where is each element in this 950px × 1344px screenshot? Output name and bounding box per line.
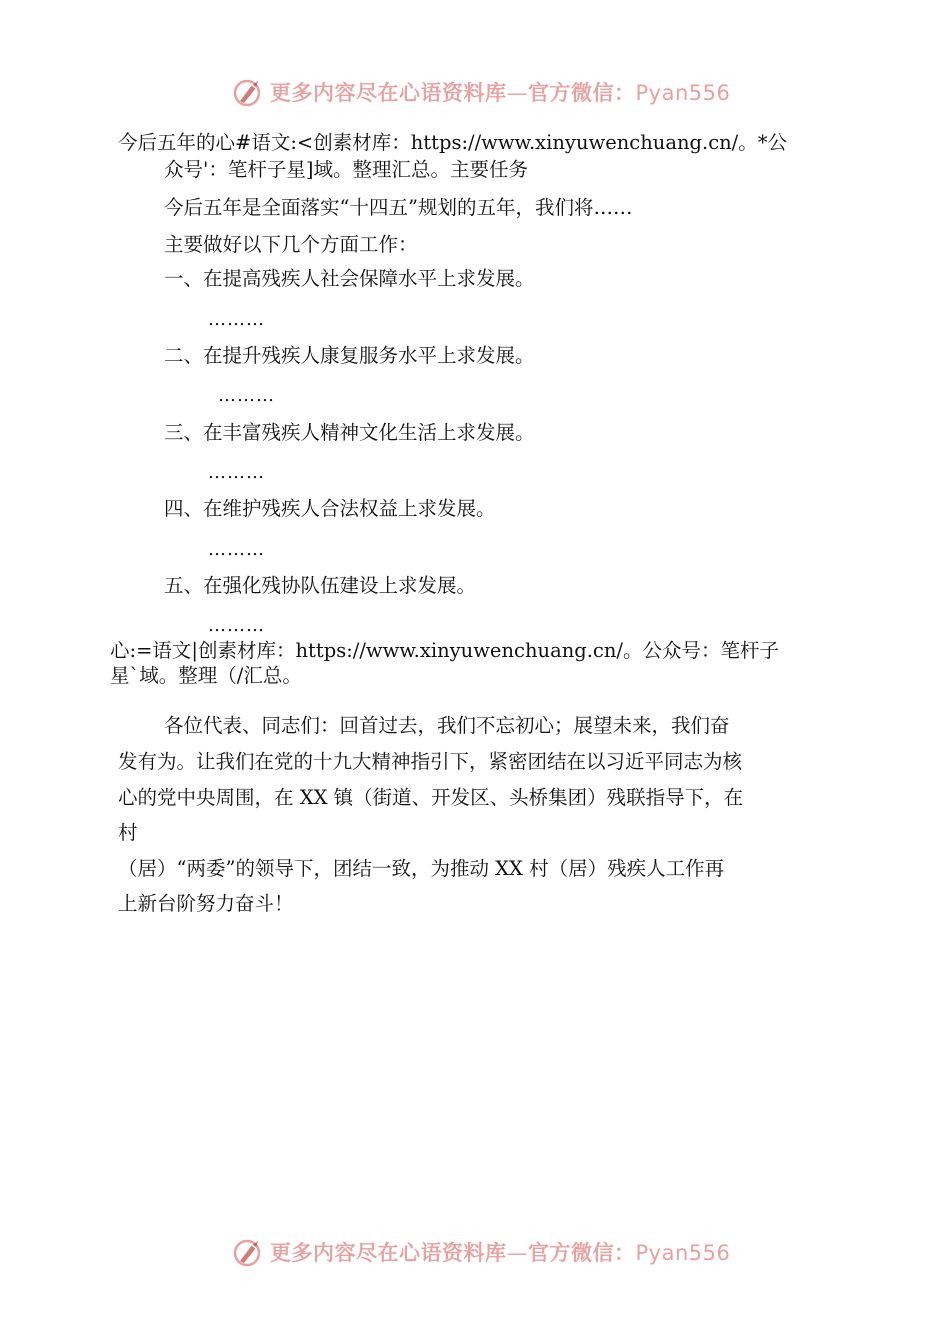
task-item-3-ellipsis: ………: [208, 462, 265, 483]
intro-paragraph: 今后五年是全面落实“十四五”规划的五年，我们将……: [164, 196, 633, 219]
watermark-text: 更多内容尽在心语资料库—官方微信：Pyan556: [270, 81, 731, 105]
closing-line-2: 发有为。让我们在党的十九大精神指引下，紧密团结在以习近平同志为核: [118, 750, 743, 773]
closing-line-3: 心的党中央周围，在 XX 镇（街道、开发区、头桥集团）残联指导下，在: [118, 786, 744, 809]
task-item-5-ellipsis: ………: [208, 615, 265, 636]
title-line-1: 今后五年的心#语文:<创素材库：https://www.xinyuwenchuang.cn/。*公: [118, 131, 787, 154]
pen-nib-logo-icon: [232, 75, 266, 109]
watermark-banner-bottom: [232, 1232, 752, 1272]
lead-paragraph: 主要做好以下几个方面工作：: [164, 233, 418, 256]
closing-line-5: （居）“两委”的领导下，团结一致，为推动 XX 村（居）残疾人工作再: [118, 857, 725, 880]
task-item-1-ellipsis: ………: [208, 309, 265, 330]
task-item-2-ellipsis: ………: [218, 385, 275, 406]
closing-line-6: 上新台阶努力奋斗！: [118, 892, 294, 915]
closing-line-4: 村: [118, 821, 138, 844]
task-item-4: 四、在维护残疾人合法权益上求发展。: [164, 497, 496, 520]
task-item-2: 二、在提升残疾人康复服务水平上求发展。: [164, 344, 535, 367]
task-item-5: 五、在强化残协队伍建设上求发展。: [164, 574, 477, 597]
watermark-text: 更多内容尽在心语资料库—官方微信：Pyan556: [270, 1241, 731, 1265]
source-note-line-2: 星`域。整理（/汇总。: [110, 664, 302, 687]
task-item-4-ellipsis: ………: [208, 539, 265, 560]
title-line-2: 众号'：笔杆子星]域。整理汇总。主要任务: [164, 158, 528, 181]
closing-line-1: 各位代表、同志们：回首过去，我们不忘初心；展望未来，我们奋: [164, 714, 730, 737]
task-item-1: 一、在提高残疾人社会保障水平上求发展。: [164, 267, 535, 290]
pen-nib-logo-icon: [232, 1235, 266, 1269]
watermark-banner-top: [232, 72, 752, 112]
task-item-3: 三、在丰富残疾人精神文化生活上求发展。: [164, 421, 535, 444]
source-note-line-1: 心:=语文|创素材库：https://www.xinyuwenchuang.cn/。公众号：笔杆子: [110, 639, 779, 662]
